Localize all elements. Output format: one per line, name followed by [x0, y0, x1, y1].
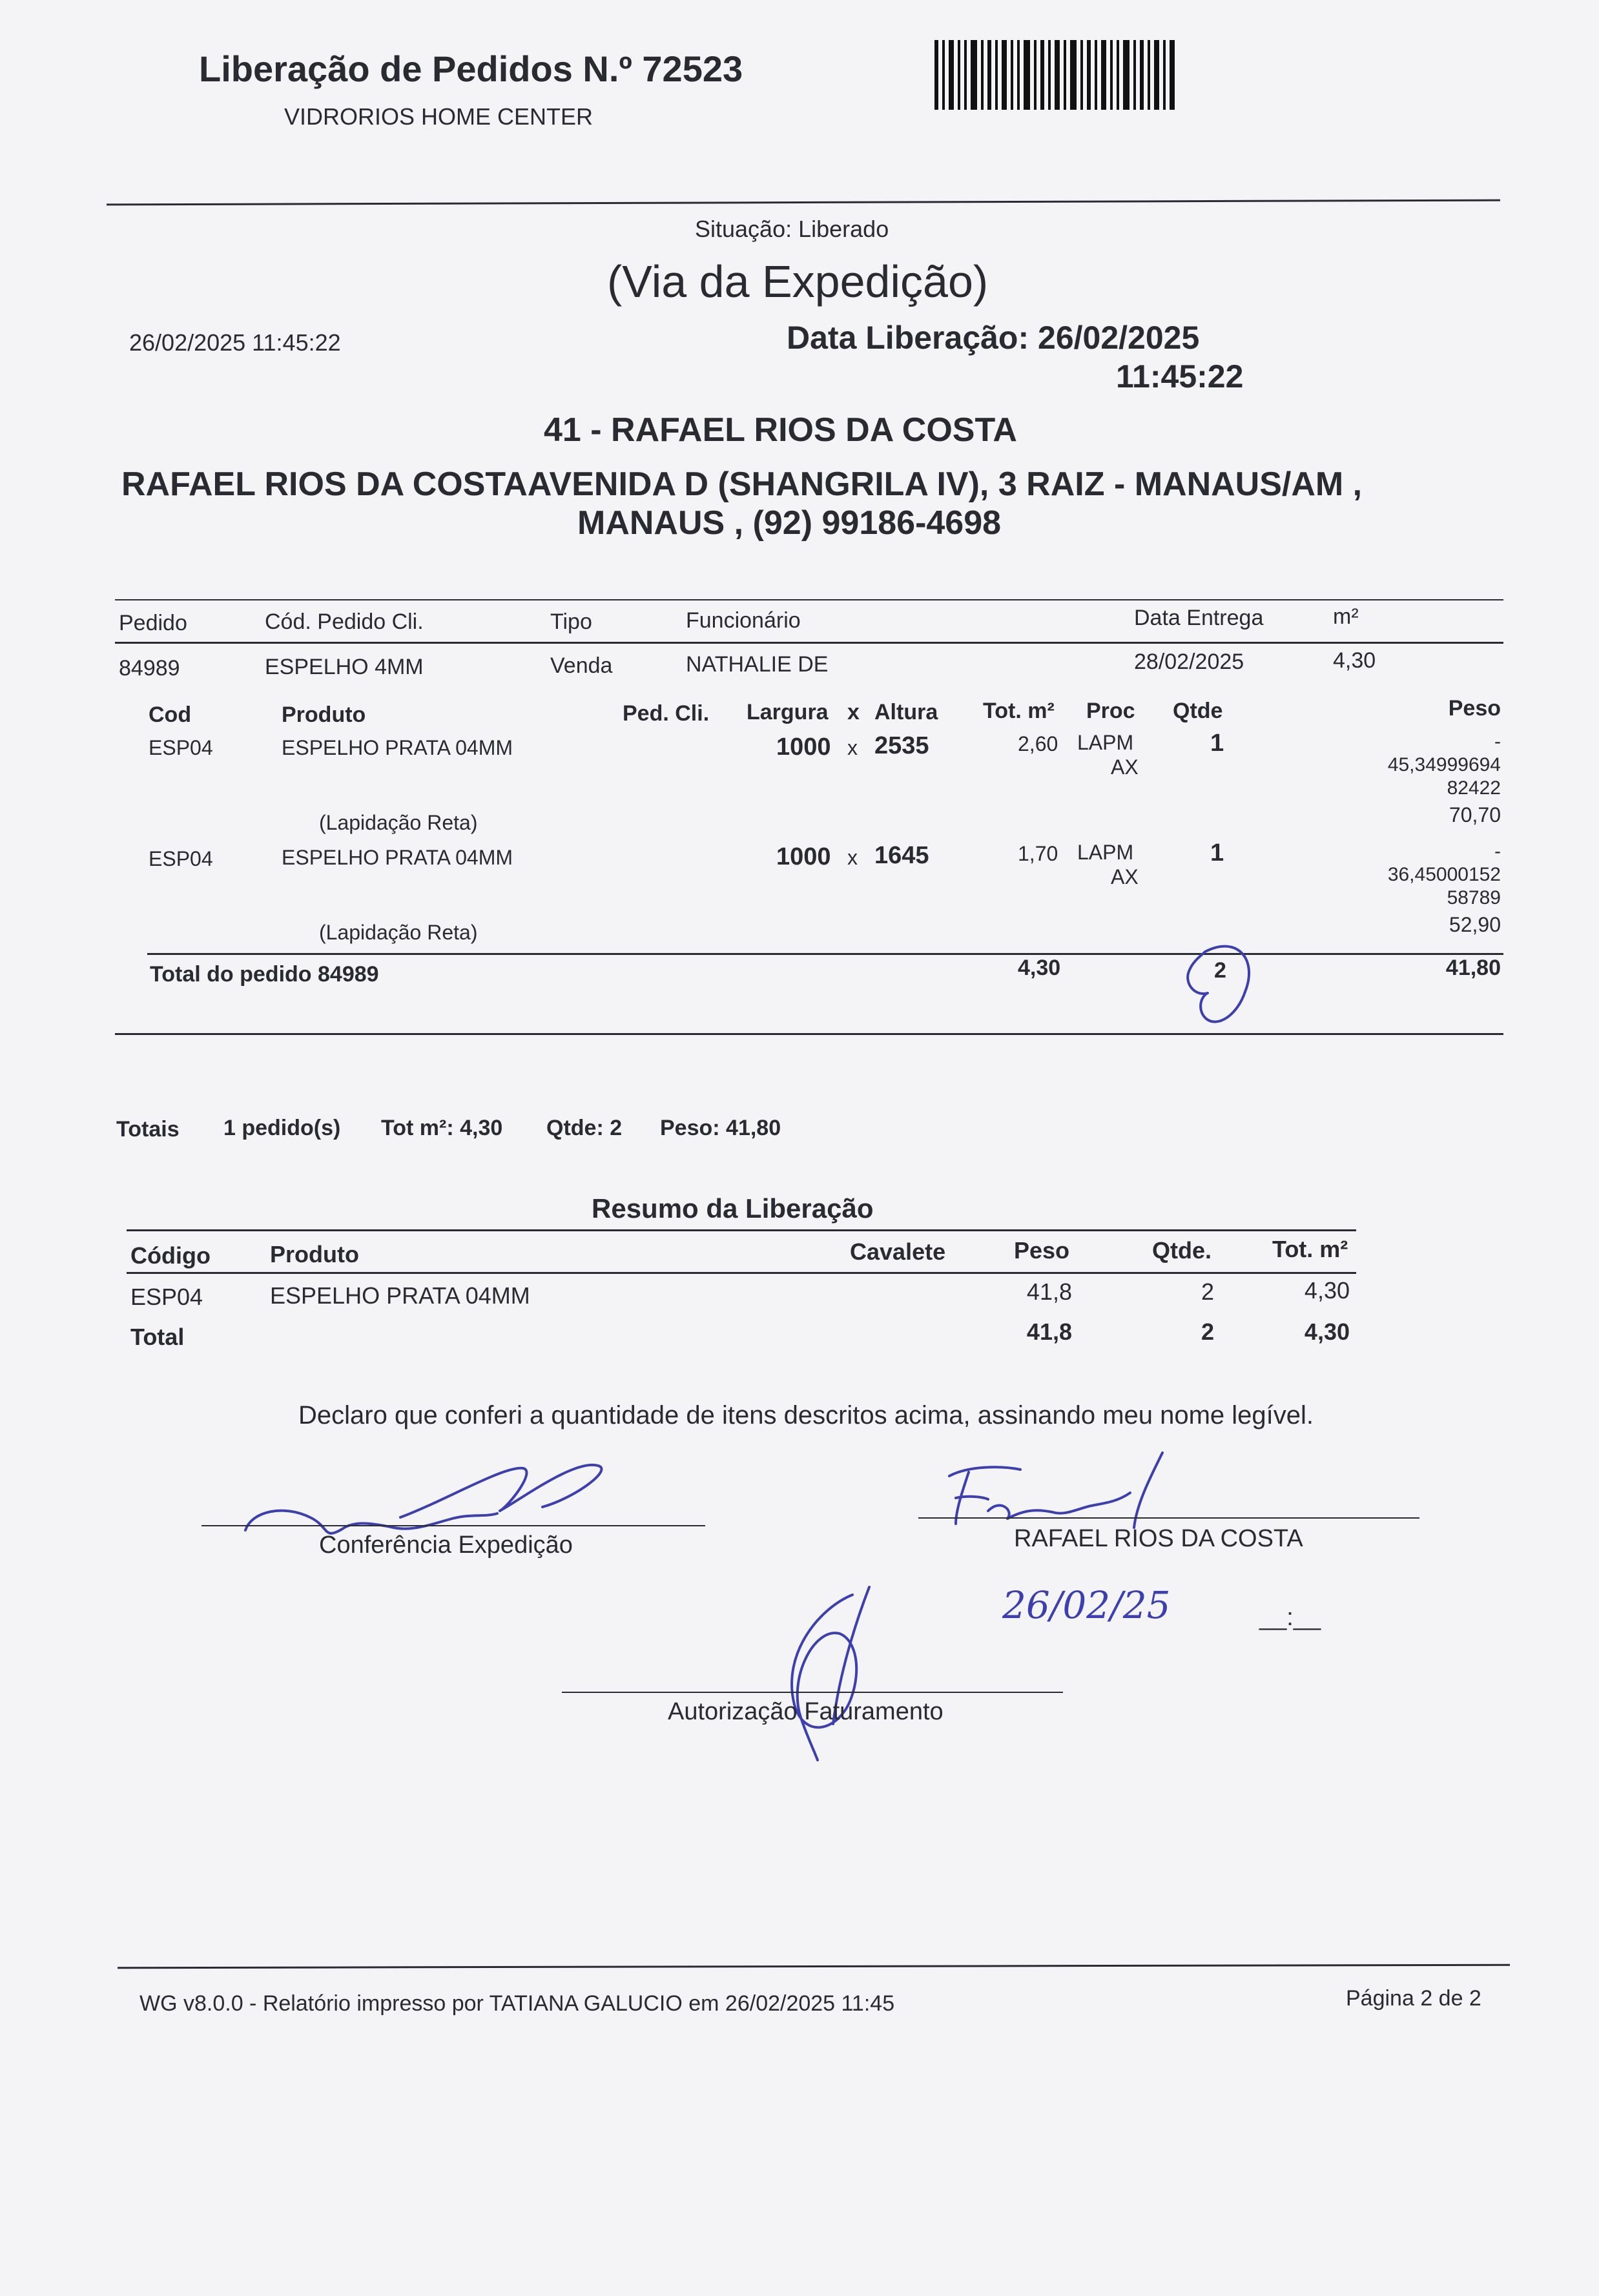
val-pedido: 84989 [119, 656, 180, 681]
situacao: Situação: Liberado [695, 216, 889, 242]
conferencia-label: Conferência Expedição [319, 1532, 573, 1559]
item-2-peso-l2: 36,45000152 [1387, 864, 1501, 885]
totals-peso: Peso: 41,80 [660, 1116, 781, 1140]
items-col-produto: Produto [282, 702, 366, 727]
item-1-sub-peso: 70,70 [1449, 803, 1501, 826]
items-col-tot-m2: Tot. m² [983, 699, 1055, 723]
item-1-proc-2: AX [1111, 755, 1139, 779]
resumo-col-qtde: Qtde. [1152, 1237, 1212, 1264]
resumo-row-produto: ESPELHO PRATA 04MM [270, 1282, 530, 1309]
item-1-peso-l1: - [1494, 731, 1501, 752]
signature-conferencia [239, 1446, 614, 1543]
items-col-altura: Altura [874, 700, 938, 724]
client-address-line2: MANAUS , (92) 99186-4698 [577, 504, 1002, 542]
item-1-tot-m2: 2,60 [1018, 732, 1058, 755]
declaration-text: Declaro que conferi a quantidade de itens descritos acima, assinando meu nome legível. [298, 1401, 1314, 1430]
col-pedido: Pedido [119, 611, 187, 635]
header-divider [107, 200, 1500, 206]
items-col-x: x [847, 700, 860, 724]
resumo-col-peso: Peso [1014, 1237, 1070, 1264]
resumo-col-cavalete: Cavalete [850, 1238, 946, 1265]
order-table-top [115, 599, 1503, 600]
resumo-row-tot-m2: 4,30 [1304, 1277, 1350, 1304]
data-liberacao: Data Liberação: 26/02/2025 [787, 320, 1200, 356]
order-total-qtde: 2 [1214, 958, 1226, 983]
items-col-proc: Proc [1086, 699, 1135, 723]
item-2-tot-m2: 1,70 [1018, 842, 1058, 865]
val-funcionario: NATHALIE DE [686, 652, 829, 677]
company-name: VIDRORIOS HOME CENTER [284, 103, 593, 130]
items-col-peso: Peso [1448, 696, 1501, 721]
resumo-row-qtde: 2 [1201, 1278, 1214, 1305]
items-col-qtde: Qtde [1173, 699, 1223, 723]
item-2-qtde: 1 [1210, 839, 1224, 866]
signature-client [943, 1446, 1182, 1537]
item-1-cod: ESP04 [149, 736, 213, 759]
item-1-peso-l3: 82422 [1447, 777, 1501, 799]
signature-line-autorizacao [562, 1692, 1063, 1693]
col-tipo: Tipo [550, 610, 592, 634]
item-1-largura: 1000 [776, 733, 831, 761]
data-liberacao-time: 11:45:22 [1116, 358, 1244, 395]
order-total-m2: 4,30 [1018, 956, 1061, 980]
resumo-col-codigo: Código [130, 1242, 211, 1269]
item-2-altura: 1645 [874, 842, 929, 869]
item-2-produto: ESPELHO PRATA 04MM [282, 846, 513, 869]
item-2-peso-l3: 58789 [1447, 887, 1501, 908]
order-total-label: Total do pedido 84989 [150, 962, 379, 987]
handwritten-date: 26/02/25 [1002, 1583, 1171, 1627]
item-1-altura: 2535 [874, 732, 929, 759]
items-col-ped-cli: Ped. Cli. [623, 701, 710, 726]
col-m2: m² [1333, 604, 1359, 629]
resumo-col-produto: Produto [270, 1241, 359, 1267]
footer-printed-by: WG v8.0.0 - Relatório impresso por TATIANA GALUCIO em 26/02/2025 11:45 [139, 1991, 895, 2016]
resumo-title: Resumo da Liberação [592, 1193, 874, 1224]
item-2-cod: ESP04 [149, 847, 213, 870]
item-2-sub: (Lapidação Reta) [319, 921, 478, 944]
items-col-cod: Cod [149, 702, 192, 727]
order-total-peso: 41,80 [1445, 956, 1501, 980]
totals-m2: Tot m²: 4,30 [381, 1116, 503, 1140]
via-label: (Via da Expedição) [607, 256, 989, 307]
signature-autorizacao [743, 1582, 898, 1763]
document-title: Liberação de Pedidos N.º 72523 [199, 48, 743, 89]
item-2-proc: LAPM [1077, 841, 1134, 864]
item-1-proc: LAPM [1077, 731, 1134, 754]
resumo-total-peso: 41,8 [1026, 1318, 1072, 1345]
val-data-entrega: 28/02/2025 [1134, 650, 1244, 674]
item-2-sub-peso: 52,90 [1449, 913, 1501, 936]
resumo-top [127, 1229, 1356, 1231]
client-address-line1: RAFAEL RIOS DA COSTAAVENIDA D (SHANGRILA IV), 3 RAIZ - MANAUS/AM , [121, 466, 1363, 503]
resumo-total-label: Total [130, 1324, 185, 1350]
val-m2: 4,30 [1333, 648, 1376, 673]
resumo-col-tot-m2: Tot. m² [1272, 1236, 1348, 1262]
signature-line-client [918, 1517, 1419, 1519]
item-1-peso-l2: 45,34999694 [1387, 754, 1501, 775]
resumo-row-codigo: ESP04 [130, 1284, 203, 1310]
item-1-produto: ESPELHO PRATA 04MM [282, 736, 513, 759]
item-2-x: x [847, 846, 858, 869]
resumo-total-qtde: 2 [1201, 1318, 1214, 1345]
val-cod-pedido-cli: ESPELHO 4MM [265, 655, 424, 679]
item-1-qtde: 1 [1210, 730, 1224, 757]
resumo-total-tot-m2: 4,30 [1304, 1318, 1350, 1345]
col-data-entrega: Data Entrega [1134, 606, 1264, 630]
col-funcionario: Funcionário [686, 608, 801, 633]
barcode [934, 40, 1180, 111]
item-2-largura: 1000 [776, 843, 831, 870]
val-tipo: Venda [550, 653, 613, 678]
item-1-sub: (Lapidação Reta) [319, 811, 478, 834]
order-header-divider [115, 642, 1503, 644]
col-cod-pedido-cli: Cód. Pedido Cli. [265, 610, 424, 634]
time-placeholder: __:__ [1259, 1604, 1321, 1631]
item-1-x: x [847, 736, 858, 759]
item-2-peso-l1: - [1494, 841, 1501, 862]
order-total-divider [147, 953, 1503, 955]
totals-qtde: Qtde: 2 [546, 1116, 623, 1140]
totals-pedidos: 1 pedido(s) [223, 1116, 341, 1140]
print-datetime: 26/02/2025 11:45:22 [129, 329, 341, 356]
resumo-header-divider [127, 1272, 1356, 1274]
autorizacao-label: Autorização Faturamento [668, 1698, 944, 1725]
items-col-largura: Largura [747, 700, 829, 724]
handwritten-check-mark [1175, 938, 1259, 1028]
item-2-proc-2: AX [1111, 865, 1139, 888]
client-code-name: 41 - RAFAEL RIOS DA COSTA [544, 411, 1017, 449]
resumo-row-peso: 41,8 [1026, 1278, 1072, 1305]
totals-label: Totais [116, 1117, 180, 1142]
footer-divider [118, 1964, 1510, 1969]
client-signature-label: RAFAEL RIOS DA COSTA [1014, 1525, 1303, 1552]
order-table-bottom [115, 1033, 1503, 1035]
footer-page-number: Página 2 de 2 [1346, 1986, 1481, 2011]
signature-line-conferencia [201, 1525, 705, 1526]
